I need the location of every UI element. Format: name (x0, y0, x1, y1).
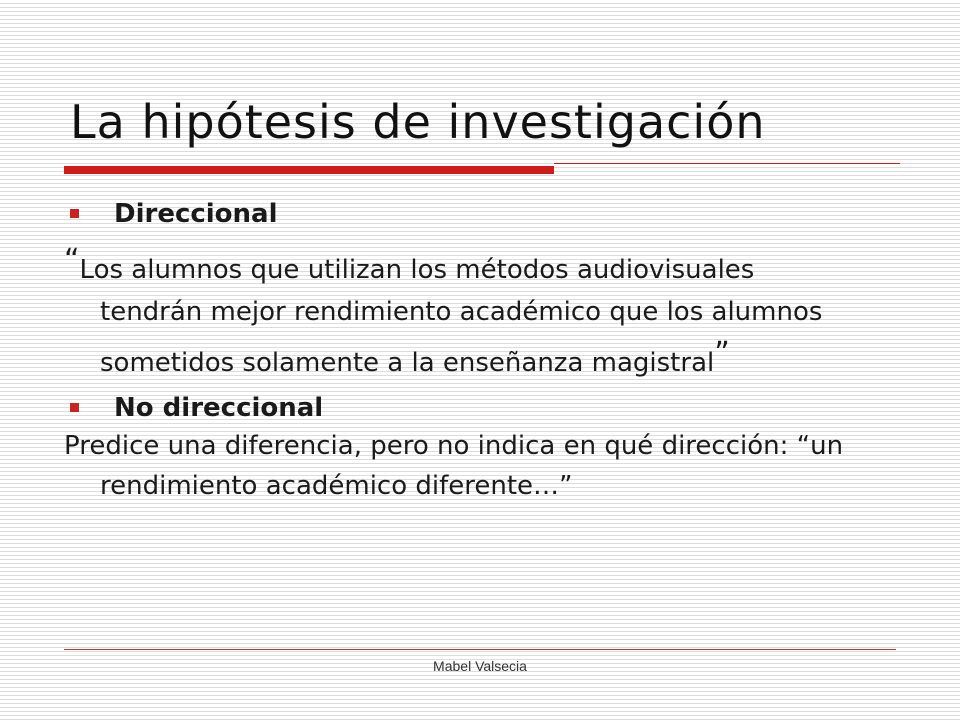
square-bullet-icon (70, 209, 79, 218)
directional-example (64, 240, 864, 384)
footer-divider (64, 649, 896, 650)
bullet-item-direccional (64, 196, 864, 232)
bullet-item-no-direccional (64, 390, 864, 426)
bullet-heading: No direccional (114, 393, 324, 423)
open-quote: “ (64, 243, 80, 278)
slide-body (64, 196, 864, 512)
title-underline-thin (554, 163, 900, 164)
close-quote: ” (714, 336, 730, 371)
footer-author: Mabel Valsecia (433, 658, 527, 674)
directional-text: Los alumnos que utilizan los métodos audiovisuales tendrán mejor rendimiento académico que los alumnos sometidos solamente a la enseñanza magistral (79, 255, 823, 378)
bullet-heading: Direccional (114, 199, 278, 229)
slide-title: La hipótesis de investigación (70, 95, 766, 149)
square-bullet-icon (70, 403, 79, 412)
non-directional-text: Predice una diferencia, pero no indica en qué dirección: “un rendimiento académico diferente…” (64, 431, 844, 501)
title-underline-thick (64, 166, 554, 174)
